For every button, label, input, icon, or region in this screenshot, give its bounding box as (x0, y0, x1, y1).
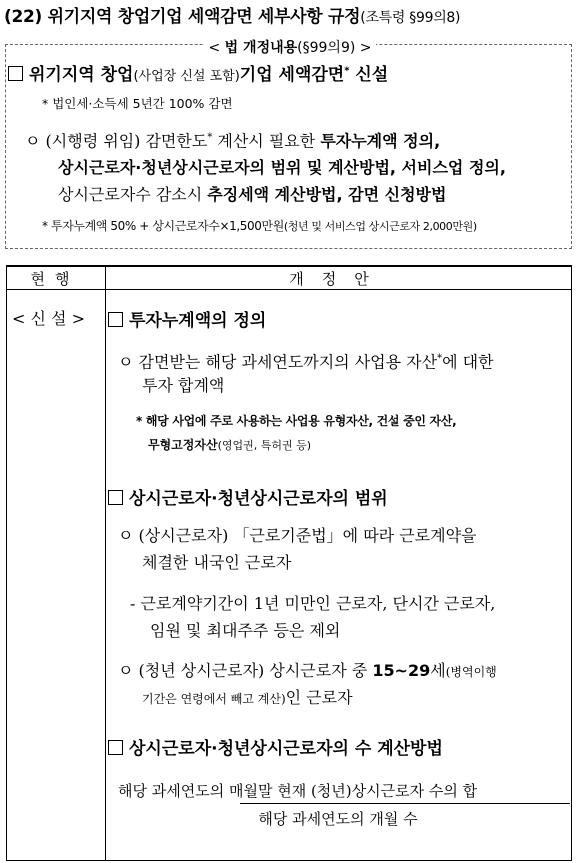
fraction-numerator: 해당 과세연도의 매월말 현재 (청년)상시근로자 수의 합 (118, 782, 478, 800)
box-heading-d: 신설 (349, 65, 389, 85)
current-label: < 신 설 > (12, 309, 85, 328)
footnote-star: * (207, 132, 213, 143)
section-heading-2 (108, 484, 388, 509)
s2-item-2-a: ㅇ (청년 상시근로자) 상시근로자 중 (118, 661, 373, 680)
s2-item-1-line-2: 체결한 내국인 근로자 (142, 553, 292, 572)
page-title (4, 2, 460, 27)
s2-item-2-c: 세 (430, 661, 446, 680)
fraction-denominator: 해당 과세연도의 개월 수 (258, 810, 418, 828)
box-paragraph (25, 124, 570, 208)
box-note-1: * 법인세·소득세 5년간 100% 감면 (42, 96, 233, 111)
section-heading-1-text: 투자누계액의 정의 (129, 311, 267, 331)
footnote-star: * (344, 65, 350, 77)
para-a: ㅇ (시행령 위임) 감면한도 (25, 131, 208, 151)
box-heading-c: 기업 세액감면 (239, 65, 345, 85)
s2-item-2-line-1 (118, 657, 497, 686)
s1-note-line-2 (148, 436, 311, 453)
s1-item-1-line-1 (118, 345, 494, 375)
square-bullet-icon (108, 740, 123, 755)
s2-item-2-f: 인 근로자 (285, 688, 353, 707)
box-label-prefix: < (208, 40, 225, 56)
para-d: 상시근로자·청년상시근로자의 범위 및 계산방법, 서비스업 정의, (58, 158, 506, 178)
s1-item-1-line-2: 투자 합계액 (142, 376, 225, 395)
s2-dash-line-1: - 근로계약기간이 1년 미만인 근로자, 단시간 근로자, (130, 594, 496, 613)
para-c: 투자누계액 정의, (320, 131, 441, 151)
para-f: 추징세액 계산방법, 감면 신청방법 (207, 185, 447, 205)
box-label-suffix: > (355, 40, 372, 56)
s1-note-c: (영업권, 특허권 등) (217, 439, 312, 452)
section-heading-1 (108, 306, 266, 331)
section-heading-2-text: 상시근로자·청년상시근로자의 범위 (129, 489, 388, 509)
para-b: 계산시 필요한 (212, 131, 321, 151)
s2-item-2-line-2 (142, 684, 353, 713)
header-current: 현행 (30, 270, 80, 288)
header-new: 개정안 (289, 270, 387, 288)
s2-item-2-e: 기간은 연령에서 빼고 계산) (142, 692, 286, 706)
s2-dash-line-2: 임원 및 최대주주 등은 제외 (150, 621, 341, 640)
box-heading-b: (사업장 신설 포함) (133, 69, 240, 84)
note2-b: (청년 및 서비스업 상시근로자 2,000만원) (283, 220, 477, 233)
s1-note-line-1: * 해당 사업에 주로 사용하는 사업용 유형자산, 건설 중인 자산, (136, 414, 457, 428)
box-label-text: 법 개정내용 (224, 40, 298, 56)
s2-item-1-line-1: ㅇ (상시근로자) 「근로기준법」에 따라 근로계약을 (118, 526, 477, 545)
box-note-2 (42, 217, 477, 234)
note2-a: * 투자누계액 50% + 상시근로자수×1,500만원 (42, 219, 284, 233)
box-heading-a: 위기지역 창업 (29, 65, 134, 85)
square-bullet-icon (8, 66, 23, 81)
box-label (0, 37, 580, 57)
header-divider (7, 289, 571, 290)
square-bullet-icon (108, 490, 123, 505)
box-label-ref: (§99의9) (297, 40, 356, 56)
s1-note-b: 무형고정자산 (148, 438, 218, 452)
s1-item-1-b: 에 대한 (442, 352, 494, 372)
square-bullet-icon (108, 312, 123, 327)
s1-item-1-a: ㅇ 감면받는 해당 과세연도까지의 사업용 자산 (118, 352, 438, 372)
section-heading-3-text: 상시근로자·청년상시근로자의 수 계산방법 (129, 739, 443, 759)
section-heading-3 (108, 734, 443, 759)
box-heading (8, 60, 388, 85)
s2-item-2-d: (병역이행 (445, 665, 497, 679)
s2-item-2-b: 15∼29 (372, 661, 431, 680)
title-ref: (조특령 §99의8) (360, 10, 461, 26)
column-divider (105, 267, 106, 860)
para-e: 상시근로자수 감소시 (58, 185, 208, 205)
footnote-star: * (437, 353, 443, 364)
title-main: (22) 위기지역 창업기업 세액감면 세부사항 규정 (4, 7, 361, 27)
fraction-bar (240, 803, 570, 804)
